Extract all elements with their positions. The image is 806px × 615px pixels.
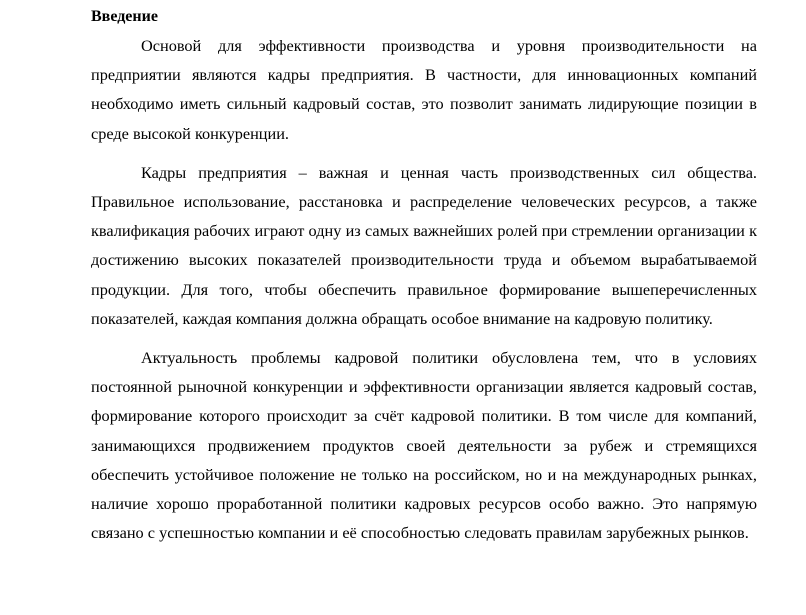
paragraph-2: Кадры предприятия – важная и ценная часть производственных сил общества. Правильное использование, расстановка и распределение человеческих ресурсов, а также квалификация рабочих играют одну из самых важнейших ролей при стремлении организации к достижению высоких показателей производительности труда и объемом вырабатываемой продукции. Для того, чтобы обеспечить правильное формирование вышеперечисленных показателей, каждая компания должна обращать особое внимание на кадровую политику.	[91, 162, 757, 328]
paragraph-1: Основой для эффективности производства и уровня производительности на предприятии являются кадры предприятия. В частности, для инновационных компаний необходимо иметь сильный кадровый состав, это позволит занимать лидирующие позиции в среде высокой конкуренции.	[91, 36, 757, 143]
paragraph-3: Актуальность проблемы кадровой политики обусловлена тем, что в условиях постоянной рыночной конкуренции и эффективности организации является кадровый состав, формирование которого происходит за счёт кадровой политики. В том числе для компаний, занимающихся продвижением продуктов своей деятельности за рубеж и стремящихся обеспечить устойчивое положение не только на российском, но и на международных рынках, наличие хорошо проработанной политики кадровых ресурсов особо важно. Это напрямую связано с успешностью компании и её способностью следовать правилам зарубежных рынков.	[91, 348, 757, 543]
section-heading: Введение	[91, 8, 158, 25]
document-page	[91, 6, 757, 557]
